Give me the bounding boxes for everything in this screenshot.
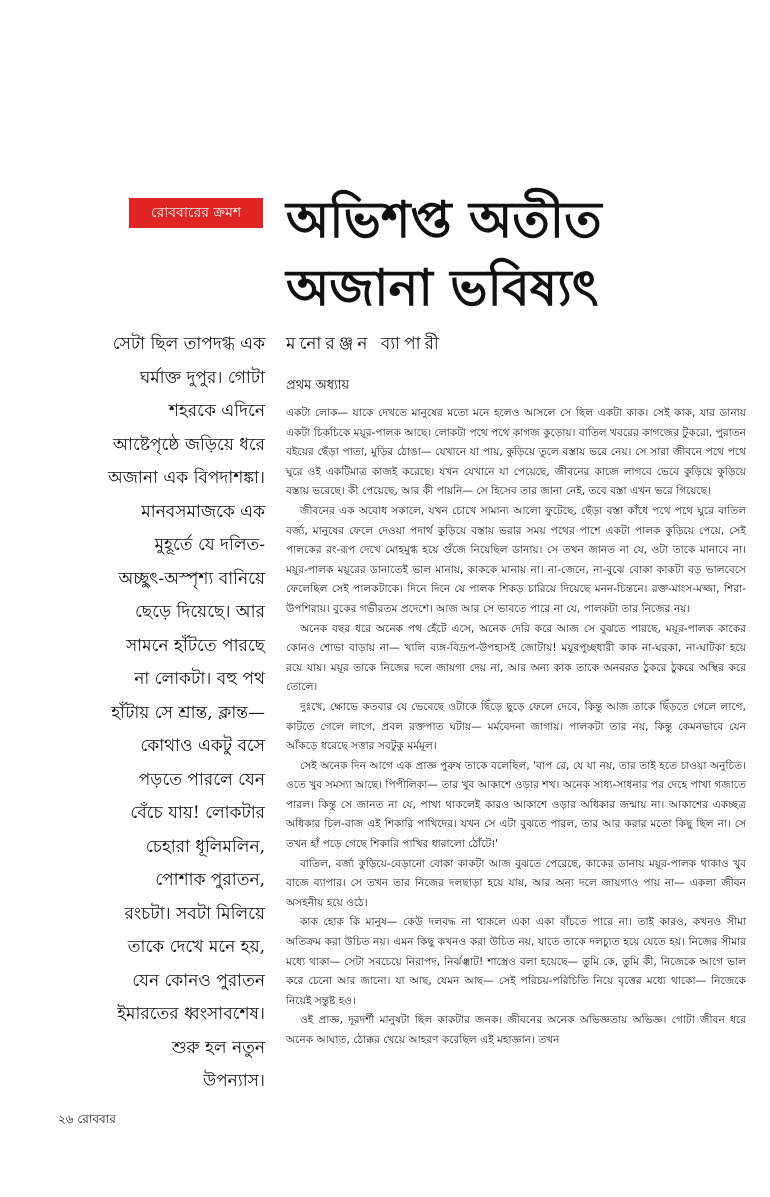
pull-quote-line: পোশাক পুরাতন, xyxy=(155,870,265,890)
series-label: রোববারের ক্রমশ xyxy=(129,198,263,228)
body-paragraph: ওই প্রাজ্ঞ, দূরদর্শী মানুষটা ছিল কাকটার জনক। জীবনের অনেক অভিজ্ঞতায় অভিজ্ঞ। গোটা জীবন ধরে অনেক আঘাত, ঠোক্কর খেয়ে আহরণ করেছিল এই মহাজ্ঞান। তখন xyxy=(286,1014,746,1046)
body-paragraph: জীবনের এক অবোধ সকালে, যখন চোখে সামান্য আলো ফুটেছে, ছেঁড়া বস্তা কাঁধে পথে পথে ঘুরে বাতিল বর্জ্য, মানুষের ফেলে দেওয়া পদার্থ কুড়িয়ে বস্তায় ভরার সময় পথের পাশে একটা পালক কুড়িয়ে পেয়ে, সেই পালকের রং-রূপ দেখে মোহমুগ্ধ হয়ে গুঁজে নিয়েছিল ডানায়। সে তখন জানত না যে, ওটা তাকে মানাবে না। ময়ূর-পালক ময়ূরের ডানাতেই ভাল মানায়, কাককে মানায় না। না-জেনে, না-বুঝে বোকা কাকটা বড় ভালবেসে ফেলেছিল সেই পালকটাকে। দিনে দিনে যে পালক শিকড় চারিয়ে দিয়েছে মনন-চিন্তনে। রক্ত-মাংস-মজ্জা, শিরা-উপশিরায়। বুকের গভীরতম প্রদেশে। আজ আর সে ভাবতে পারে না যে, পালকটা তার নিজের নয়। xyxy=(286,504,746,615)
story-title xyxy=(286,186,756,322)
pull-quote-line: মানবসমাজকে এক xyxy=(141,501,265,522)
pull-quote-line: আষ্টেপৃষ্ঠে জড়িয়ে ধরে xyxy=(113,434,265,455)
body-paragraph: দুঃখে, ক্ষোভে কতবার যে ভেবেছে ওটাকে ছিঁড়ে ছুড়ে ফেলে দেবে, কিন্তু আজ তাকে ছিঁড়তে গেলে লাগে, কাটতে গেলে লাগে, প্রবল রক্তপাত ঘটায়— মর্মবেদনা জাগায়। পালকটা তার নয়, কিন্তু কেমনভাবে যেন আঁকড়ে ধরেছে সত্তার সবটুকু মর্মমূল। xyxy=(286,700,746,753)
chapter-heading: প্রথম অধ্যায় xyxy=(286,378,350,393)
pull-quote-line: যেন কোনও পুরাতন xyxy=(132,970,265,991)
pull-quote-line: পড়তে পারলে যেন xyxy=(138,769,265,790)
pull-quote-line: অজানা এক বিপদাশঙ্কা। xyxy=(108,468,265,488)
body-paragraph: কাক হোক কি মানুষ— কেউ দলবদ্ধ না থাকলে একা একা বাঁচতে পারে না। তাই কারও, কখনও সীমা অতিক্রম করা উচিত নয়। এমন কিছু কখনও করা উচিত নয়, যাতে তাকে দলচ্যুত হয়ে যেতে হয়। নিজের সীমার মধ্যে থাকা— সেটা সবচেয়ে নিরাপদ, নির্ঝঞ্ঝাট! শাস্ত্রেও বলা হয়েছে— তুমি কে, তুমি কী, নিজেকে আগে ভাল করে চেনো আর জানো। যা আছ, যেমন আছ— সেই পরিচয়-পরিচিতি নিয়ে বৃত্তের মধ্যে থাকো— নিজেকে নিয়েই সন্তুষ্ট হও। xyxy=(286,916,746,1007)
page-footer: ২৬ রোববার xyxy=(58,1112,116,1126)
pull-quote-line: না লোকটা। বহু পথ xyxy=(134,669,265,689)
pull-quote-line: কোথাও একটু বসে xyxy=(140,736,265,756)
pull-quote-line: মুহূর্তে যে দলিত- xyxy=(154,535,265,555)
body-paragraph: অনেক বছর ধরে অনেক পথ হেঁটে এসে, অনেক দেরি করে আজ সে বুঝতে পারছে, ময়ূর-পালক কাকের কোনও শোভা বাড়ায় না— খালি ব্যঙ্গ-বিদ্রূপ-উপহাসই জোটায়! ময়ূরপুচ্ছধারী কাক না-ঘরকা, না-ঘাটকা হয়ে রয়ে যায়। ময়ূর তাকে নিজের দলে জায়গা দেয় না, আর অন্য কাক তাকে অনবরত ঠুকরে ঠুকরে অস্থির করে তোলে। xyxy=(286,622,746,694)
pull-quote-line: শুরু হল নতুন xyxy=(171,1037,265,1058)
pull-quote-line: ঘর্মাক্ত দুপুর। গোটা xyxy=(139,367,265,388)
article-body xyxy=(286,404,746,1051)
pull-quote-line: বেঁচে যায়! লোকটার xyxy=(130,803,265,823)
pull-quote-line: রংচটা। সবটা মিলিয়ে xyxy=(124,903,265,924)
pull-quote-line: হাঁটায় সে শ্রান্ত, ক্লান্ত— xyxy=(111,702,265,723)
title-line-2: অজানা ভবিষ্যৎ xyxy=(286,258,599,317)
body-paragraph: সেই অনেক দিন আগে এক প্রাজ্ঞ পুরুষ তাকে বলেছিল, 'বাপ রে, যে যা নয়, তার তাই হতে চাওয়া অনুচিত। ওতে খুব সমস্যা আছে। পিপীলিকা— তার খুব আকাশে ওড়ার শখ। অনেক সাধ্য-সাধনার পর দেহে পাখা গজাতে পারল। কিন্তু সে জানত না যে, পাখা থাকলেই কারও আকাশে ওড়ার অধিকার জন্মায় না। আকাশের একচ্ছত্র অধিকার চিল-বাজ এই শিকারি পাখিদের। যখন সে এটা বুঝতে পারল, তার আর করার মতো কিছু ছিল না। সে তখন হাঁ পড়ে গেছে শিকারি পাখির ধারালো ঠোঁটে।' xyxy=(286,759,746,851)
pull-quote-line: শহরকে এদিনে xyxy=(168,401,265,421)
body-paragraph: বাতিল, বর্জ্য কুড়িয়ে-বেড়ানো বোকা কাকটা আজ বুঝতে পেরেছে, কাকের ডানায় ময়ূর-পালক থাকাও খুব বাজে ব্যাপার। সে তখন তার নিজের দলছাড়া হয়ে যায়, আর অন্য দলে জায়গাও পায় না— একলা জীবন অসহনীয় হয়ে ওঠে। xyxy=(286,857,746,909)
pull-quote-line: সামনে হাঁটতে পারছে xyxy=(125,635,265,656)
body-paragraph: একটা লোক— যাকে দেখতে মানুষের মতো মনে হলেও আসলে সে ছিল একটা কাক। সেই কাক, যার ডানায় একটা চিকচিকে ময়ূর-পালক আছে। লোকটা পথে পথে কাগজ কুড়োয়। বাতিল খবরের কাগজের টুকরো, পুরাতন বইয়ের ছেঁড়া পাতা, মুড়ির ঠোঙা— যেখানে যা পায়, কুড়িয়ে তুলে বস্তায় ভরে নেয়। সে সারা জীবনে পথে পথে ঘুরে ওই একটিমাত্র কাজই করেছে। যখন যেখানে যা পেয়েছে, জীবনের কাজে লাগবে ভেবে কুড়িয়ে কুড়িয়ে বস্তায় ভরেছে। কী পেয়েছে, আর কী পায়নি— সে হিসেব তার জানা নেই, তবে বস্তা এখন ভরে গিয়েছে। xyxy=(286,407,746,498)
pull-quote-line: ইমারতের ধ্বংসাবশেষ। xyxy=(117,1004,265,1024)
pull-quote-line: উপন্যাস। xyxy=(202,1071,265,1091)
title-line-1: অভিশপ্ত অতীত xyxy=(286,190,602,249)
author-byline: মনোরঞ্জন ব্যাপারী xyxy=(286,334,443,354)
pull-quote-line: ছেড়ে দিয়েছে। আর xyxy=(134,602,265,622)
pull-quote-line: চেহারা ধূলিমলিন, xyxy=(145,836,265,857)
pull-quote xyxy=(60,328,265,1099)
pull-quote-line: তাকে দেখে মনে হয়, xyxy=(127,937,265,957)
pull-quote-line: সেটা ছিল তাপদগ্ধ এক xyxy=(112,334,265,354)
pull-quote-line: অচ্ছুৎ-অস্পৃশ্য বানিয়ে xyxy=(118,568,265,589)
